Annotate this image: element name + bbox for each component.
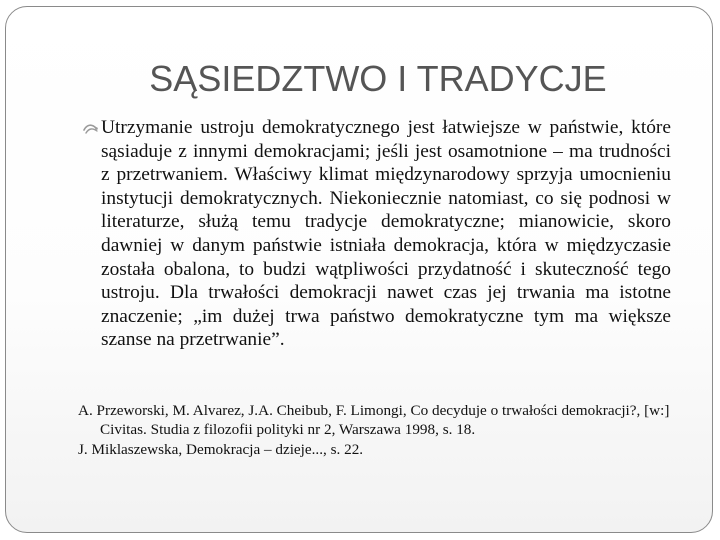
source-citation: J. Miklaszewska, Demokracja – dzieje..., s. 22. [78, 441, 364, 458]
sources-block [78, 401, 688, 460]
bullet-paragraph: Utrzymanie ustroju demokratycznego jest łatwiejsze w państwie, które sąsiaduje z innymi demokracjami; jeśli jest osamotnione – ma trudności z przetrwaniem. Właściwy klimat międzynarodowy sprzyja umocnieniu instytucji demokratycznych. Niekoniecznie natomiast, co się podnosi w literaturze, służą temu tradycje demokratyczne; mianowicie, skoro dawniej w danym państwie istniała demokracja, która w międzyczasie została obalona, to budzi wątpliwości przydatność i skuteczność tego ustroju. Dla trwałości demokracji nawet czas jej trwania ma istotne znaczenie; „im dużej trwa państwo demokratyczne tym ma większe szanse na przetrwanie”. [101, 117, 671, 351]
source-citation: A. Przeworski, M. Alvarez, J.A. Cheibub, F. Limongi, Co decyduje o trwałości demokracji?, [w:] Civitas. Studia z filozofii polityki nr 2, Warszawa 1998, s. 18. [78, 402, 670, 438]
slide-title: SĄSIEDZTWO I TRADYCJE [149, 58, 607, 99]
flourish-bullet-icon [83, 121, 99, 137]
